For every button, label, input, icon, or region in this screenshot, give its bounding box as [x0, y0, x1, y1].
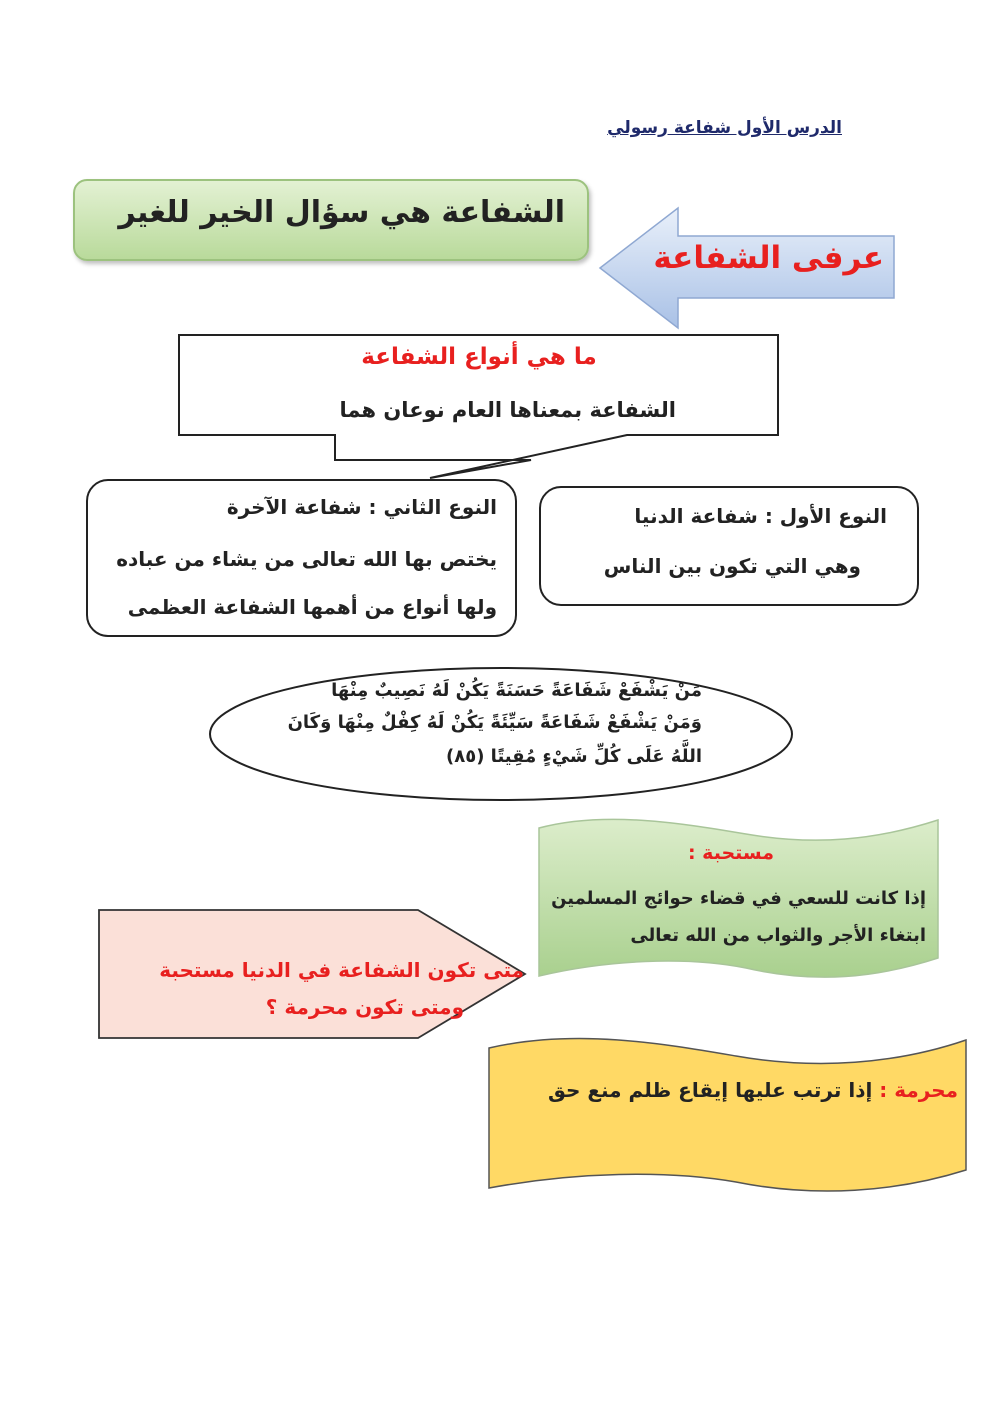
first-type-box: [539, 486, 919, 606]
second-type-title: النوع الثاني : شفاعة الآخرة: [226, 495, 497, 519]
recommended-line-1: إذا كانت للسعي في قضاء حوائج المسلمين: [551, 888, 926, 909]
verse-line-3: اللَّهُ عَلَى كُلِّ شَيْءٍ مُقِيتًا (٨٥): [445, 746, 702, 767]
question-line-1: متى تكون الشفاعة في الدنيا مستحبة: [159, 958, 524, 982]
lesson-title: الدرس الأول شفاعة رسولي: [607, 118, 842, 138]
verse-line-1: مَنْ يَشْفَعْ شَفَاعَةً حَسَنَةً يَكُنْ لَهُ نَصِيبٌ مِنْهَا: [331, 680, 702, 701]
second-type-line2: ولها أنواع من أهمها الشفاعة العظمى: [127, 595, 497, 619]
arrow-label: عرفى الشفاعة: [653, 240, 884, 276]
definition-text: الشفاعة هي سؤال الخير للغير: [118, 195, 565, 230]
question-line-2: ومتى تكون محرمة ؟: [265, 995, 464, 1019]
first-type-description: وهي التي تكون بين الناس: [603, 554, 861, 578]
verse-line-2: وَمَنْ يَشْفَعْ شَفَاعَةً سَيِّئَةً يَكُنْ لَهُ كِفْلٌ مِنْهَا وَكَانَ: [287, 712, 702, 733]
forbidden-text: إذا ترتب عليها إيقاع ظلم منع حق: [547, 1078, 873, 1102]
second-type-box: [86, 479, 517, 637]
definition-box: [73, 179, 589, 261]
forbidden-wave-shape: [486, 1034, 970, 1194]
first-type-title: النوع الأول : شفاعة الدنيا: [634, 504, 887, 528]
recommended-label: مستحبة :: [687, 842, 774, 864]
forbidden-line: [548, 1078, 958, 1102]
forbidden-label: محرمة :: [879, 1078, 958, 1102]
types-question: ما هي أنواع الشفاعة: [361, 344, 597, 370]
types-intro: الشفاعة بمعناها العام نوعان هما: [339, 398, 676, 422]
recommended-line-2: ابتغاء الأجر والثواب من الله تعالى: [630, 925, 926, 946]
second-type-line1: يختص بها الله تعالى من يشاء من عباده: [116, 547, 497, 571]
